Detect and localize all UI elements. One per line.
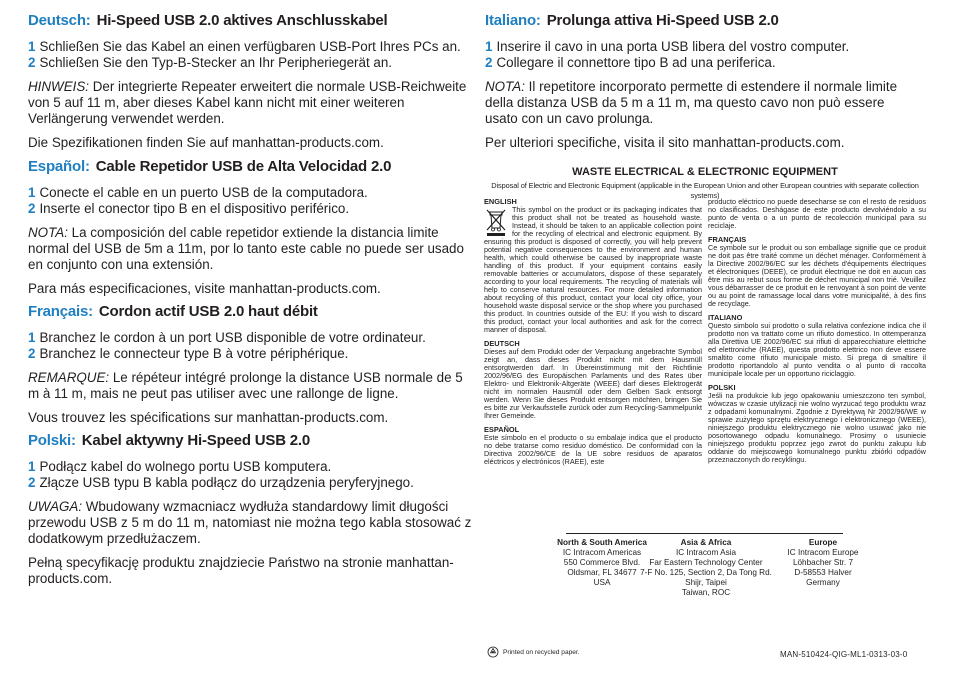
step-number: 1 [28,330,36,345]
section-italiano [485,12,915,151]
step-text: Schließen Sie den Typ-B-Stecker an Ihr Peripheriegerät an. [39,55,393,70]
weee-espanol [484,426,702,466]
weee-right-column [708,198,926,470]
address-line: Löhbacher Str. 7 [792,558,854,567]
section-heading [28,12,473,30]
address-heading: Asia & Africa [680,538,732,547]
weee-italiano [708,314,926,378]
step-item [28,459,473,475]
section-heading [28,432,473,450]
step-item [28,201,473,217]
step-list [28,39,473,71]
spec-paragraph: Pełną specyfikację produktu znajdziecie Państwo na stronie manhattan-products.com. [28,555,454,586]
section-polski [28,432,473,587]
step-list [485,39,915,71]
spec-paragraph: Vous trouvez les spécifications sur manhattan-products.com. [28,410,389,425]
step-item [28,330,473,346]
note-label: REMARQUE: [28,370,110,385]
address-line: Germany [806,578,840,587]
weee-text: Dieses auf dem Produkt oder der Verpackung angebrachte Symbol zeigt an, dass dieses Produkt nicht mit dem Hausmüll entsorgtwerden darf. In Übereinstimmung mit der Richtlinie 2002/96/EG des Europäischen Parlaments und des Rates über Elektro- und Elektronik-Altgeräte (WEEE) darf dieses Elektrogerät nicht im normalen Hausmüll oder dem Gelben Sack entsorgt werden. Wenn Sie dieses Produkt entsorgen möchten, bringen Sie es bitte zur Verkaufsstelle zurück oder zum Recycling-Sammelpunkt Ihrer Gemeinde. [484,347,702,420]
step-number: 2 [28,201,36,216]
step-item [28,346,473,362]
weee-heading: DEUTSCH [484,339,520,348]
step-text: Collegare il connettore tipo B ad una periferica. [496,55,776,70]
weee-subtitle: Disposal of Electric and Electronic Equipment (applicable in the European Union and other European countries with separate collection systems) [491,181,919,200]
weee-heading: POLSKI [708,383,736,392]
lang-label: Italiano: [485,12,541,29]
section-title: Kabel aktywny Hi-Speed USB 2.0 [81,432,311,449]
lang-label: Français: [28,303,93,320]
step-number: 1 [28,39,36,54]
section-heading [28,303,473,321]
spec-paragraph: Para más especificaciones, visite manhattan-products.com. [28,281,381,296]
step-text: Inserte el conector tipo B en el dispositivo periférico. [39,201,350,216]
step-item [28,55,473,71]
section-title: Cable Repetidor USB de Alta Velocidad 2.0 [95,158,392,175]
note-text: Le répéteur intégré prolonge la distance USB normale de 5 m à 11 m, mais ne peut pas utiliser avec une rallonge de ligne. [28,370,463,401]
section-francais [28,303,473,426]
note-text: Il repetitore incorporato permette di estendere il normale limite della distanza USB da 5 m a 11 m, ma questo cavo non può essere usato con un cavo prolunga. [485,79,898,126]
note-label: HINWEIS: [28,79,90,94]
step-item [485,55,915,71]
step-item [28,39,473,55]
address-line: IC Intracom Americas [562,548,642,557]
step-text: Conecte el cable en un puerto USB de la computadora. [39,185,368,200]
step-number: 1 [28,185,36,200]
step-number: 2 [28,346,36,361]
section-title: Prolunga attiva Hi-Speed USB 2.0 [546,12,779,29]
step-text: Branchez le cordon à un port USB disponible de votre ordinateur. [39,330,426,345]
section-heading [28,158,473,176]
step-number: 1 [485,39,493,54]
note-paragraph [28,79,473,127]
address-heading: Europe [808,538,838,547]
note-paragraph [485,79,915,127]
step-number: 2 [485,55,493,70]
weee-polski [708,384,926,464]
weee-text: Jeśli na produkcie lub jego opakowaniu umieszczono ten symbol, wówczas w czasie utylizacji nie wolno wyrzucać tego produktu wraz z odpadami komunalnymi. Zgodnie z Dyrektywą Nr 2002/96/WE w sprawie zużytego sprzętu elektrycznego i elektronicznego (WEEE), niniejszego produktu elektrycznego nie wolno usuwać jako nie posortowanego odpadu komunalnego. Prosimy o usuniecie niniejszego produktu poprzez jego zwrot do punktu zakupu lub oddanie do miejscowego komunalnego punktu zbiórki odpadów przeznaczonych do recyklingu. [708,391,926,464]
step-text: Podłącz kabel do wolnego portu USB komputera. [39,459,332,474]
weee-heading: ITALIANO [708,313,743,322]
note-label: UWAGA: [28,499,83,514]
step-number: 1 [28,459,36,474]
note-text: La composición del cable repetidor extiende la distancia limite normal del USB de 5m a 11m, por lo tanto este cable no puede ser usado en conjunto con una extensión. [28,225,464,272]
note-label: NOTA: [28,225,68,240]
weee-heading: FRANÇAIS [708,235,747,244]
address-line: USA [593,578,611,587]
address-line: D-58553 Halver [794,568,852,577]
step-list [28,185,473,217]
spec-paragraph: Per ulteriori specifiche, visita il sito manhattan-products.com. [485,135,845,150]
note-text: Der integrierte Repeater erweitert die normale USB-Reichweite von 5 auf 11 m, aber dieses Kabel kann nicht mit einer weiteren Verlängerung verwendet werden. [28,79,467,126]
weee-heading: ENGLISH [484,197,517,206]
step-list [28,330,473,362]
note-label: NOTA: [485,79,525,94]
address-line: 7-F No. 125, Section 2, Da Tong Rd. [640,568,772,577]
weee-espanol-continued [708,198,926,230]
step-item [28,475,473,491]
section-heading [485,12,915,30]
address-europe [773,538,873,588]
address-line: IC Intracom Europe [787,548,859,557]
step-text: Inserire il cavo in una porta USB libera del vostro computer. [496,39,850,54]
step-list [28,459,473,491]
step-item [485,39,915,55]
recycle-icon [487,646,499,658]
weee-title: WASTE ELECTRICAL & ELECTRONIC EQUIPMENT [572,166,838,178]
section-title: Cordon actif USB 2.0 haut débit [98,303,318,320]
lang-label: Deutsch: [28,12,91,29]
address-divider [566,533,843,534]
address-heading: North & South America [557,538,647,547]
weee-deutsch [484,340,702,420]
weee-text: This symbol on the product or its packaging indicates that this product shall not be treated as household waste. Instead, it should be taken to an applicable collection point for the recycling of electrical and electronic equipment. By ensuring this product is disposed of correctly, you will help prevent potential negative consequences to the environment and human health, which could otherwise be caused by inappropriate waste handling of this product. If your equipment contains easily removable batteries or accumulators, dispose of these separately according to your local requirements. The recycling of materials will help to conserve natural resources. For more detailed information about recycling of this product, contact your local city office, your household waste disposal service or the shop where you purchased this product. In countries outside of the EU: If you wish to discard this product, contact your local authorities and ask for the correct manner of disposal. [484,205,702,334]
step-text: Złącze USB typu B kabla podłącz do urządzenia peryferyjnego. [39,475,414,490]
document-code: MAN-510424-QIG-ML1-0313-03-0 [780,650,908,659]
spec-paragraph: Die Spezifikationen finden Sie auf manhattan-products.com. [28,135,384,150]
weee-text: Este símbolo en el producto o su embalaje indica que el producto no debe tratarse como residuo doméstico. De conformidad con la Directiva 2002/96/CE de la UE sobre residuos de aparatos eléctricos y electrónicos (RAEE), este [484,433,702,466]
crossed-bin-icon [484,206,508,236]
weee-francais [708,236,926,308]
step-item [28,185,473,201]
weee-left-column [484,198,702,472]
step-number: 2 [28,475,36,490]
weee-heading: ESPAÑOL [484,425,520,434]
weee-text: producto eléctrico no puede desecharse se con el resto de residuos no clasificados. Deshágase de este producto devolviéndolo a su punto de venta o a un punto de recolección municipal para su reciclaje. [708,197,926,230]
address-line: IC Intracom Asia [675,548,737,557]
note-paragraph [28,370,473,402]
recycled-text: Printed on recycled paper. [503,648,580,656]
note-paragraph [28,499,473,547]
note-text: Wbudowany wzmacniacz wydłuża standardowy limit długości przewodu USB z 5 m do 11 m, natomiast nie można tego kabla stosować z dodatkowym przedłużaczem. [28,499,472,546]
address-line: Oldsmar, FL 34677 [567,568,637,577]
weee-block [484,166,926,466]
section-title: Hi-Speed USB 2.0 aktives Anschlusskabel [96,12,388,29]
weee-text: Ce symbole sur le produit ou son emballage signifie que ce produit ne doit pas être traité comme un déchet ménager. Conformément à la Directive 2002/96/EC sur les déchets d'équipements électriques et électroniques (DEEE), ce produit électrique ne doit en aucun cas être mis au rebut sous forme de déchet municipal non trié. Veuillez vous débarrasser de ce produit en le renvoyant à son point de vente ou au point de ramassage local dans votre municipalité, à des fins de recyclage. [708,243,926,308]
step-text: Branchez le connecteur type B à votre périphérique. [39,346,349,361]
address-line: 550 Commerce Blvd. [563,558,641,567]
note-paragraph [28,225,473,273]
lang-label: Polski: [28,432,76,449]
weee-english [484,198,702,334]
weee-text: Questo simbolo sui prodotto o sulla relativa confezione indica che il prodotto non va trattato come un rifiuto domestico. In ottemperanza alla Direttiva UE 2002/96/EC sui rifiuti di apparecchiature elettriche ed elettroniche (RAEE), questa prodotto elettrico non deve essere smaltito come rifiuto municipale misto. Si prega di smaltire il prodotto riportandolo al punto vendita o al punto di raccolta municipale locale per un opportuno riciclaggio. [708,321,926,378]
address-line: Taiwan, ROC [681,588,731,597]
step-number: 2 [28,55,36,70]
recycled-note [487,646,580,658]
address-line: Far Eastern Technology Center [649,558,763,567]
address-line: Shijr, Taipei [685,578,727,587]
lang-label: Español: [28,158,90,175]
section-espanol [28,158,473,297]
section-deutsch [28,12,473,151]
address-asia [636,538,776,598]
step-text: Schließen Sie das Kabel an einen verfügbaren USB-Port Ihres PCs an. [39,39,461,54]
